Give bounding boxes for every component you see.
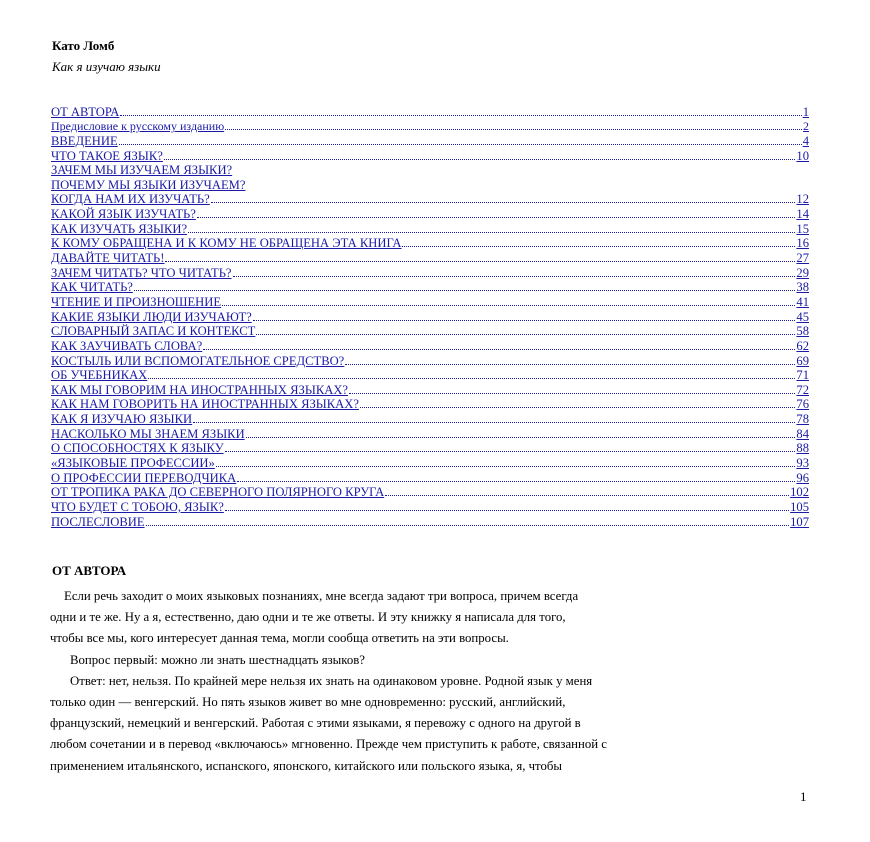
- section-body: [50, 586, 780, 777]
- toc-entry-page[interactable]: 76: [796, 397, 809, 412]
- toc-entry-page[interactable]: 93: [796, 456, 809, 471]
- toc-entry[interactable]: [51, 470, 809, 485]
- toc-entry[interactable]: [51, 250, 809, 265]
- toc-entry[interactable]: [51, 206, 809, 221]
- toc-entry[interactable]: [51, 177, 809, 192]
- toc-entry[interactable]: [51, 338, 809, 353]
- toc-dot-leader: [256, 334, 795, 335]
- toc-dot-leader: [188, 232, 795, 233]
- body-text-line: Вопрос первый: можно ли знать шестнадцать языков?: [70, 652, 365, 667]
- toc-dot-leader: [385, 495, 789, 496]
- toc-entry-title[interactable]: «ЯЗЫКОВЫЕ ПРОФЕССИИ»: [51, 456, 215, 471]
- toc-entry-title[interactable]: ВВЕДЕНИЕ: [51, 133, 118, 148]
- toc-entry-page[interactable]: 15: [796, 221, 809, 236]
- toc-entry[interactable]: [51, 397, 809, 412]
- toc-entry-title[interactable]: ПОСЛЕСЛОВИЕ: [51, 514, 145, 529]
- toc-dot-leader: [349, 393, 795, 394]
- toc-entry-title[interactable]: ОТ АВТОРА: [51, 104, 120, 119]
- toc-entry[interactable]: [51, 411, 809, 426]
- toc-entry-title[interactable]: КОСТЫЛЬ ИЛИ ВСПОМОГАТЕЛЬНОЕ СРЕДСТВО?: [51, 353, 345, 368]
- toc-entry-page[interactable]: 4: [802, 133, 809, 148]
- toc-entry-page[interactable]: 16: [796, 236, 809, 251]
- toc-entry[interactable]: [51, 280, 809, 295]
- toc-entry-page[interactable]: 72: [796, 382, 809, 397]
- toc-entry-title[interactable]: ОТ ТРОПИКА РАКА ДО СЕВЕРНОГО ПОЛЯРНОГО КРУГА: [51, 485, 385, 500]
- body-text-line: только один — венгерский. Но пять языков живет во мне одновременно: русский, английский,: [50, 695, 566, 710]
- toc-dot-leader: [120, 115, 801, 116]
- toc-entry[interactable]: [51, 499, 809, 514]
- toc-entry-title[interactable]: КАК НАМ ГОВОРИТЬ НА ИНОСТРАННЫХ ЯЗЫКАХ?: [51, 397, 359, 412]
- toc-dot-leader: [246, 437, 796, 438]
- toc-dot-leader: [216, 466, 796, 467]
- toc-entry-page[interactable]: 69: [796, 353, 809, 368]
- toc-dot-leader: [164, 159, 796, 160]
- toc-entry-title[interactable]: ЧТЕНИЕ И ПРОИЗНОШЕНИЕ: [51, 294, 222, 309]
- toc-entry-title[interactable]: ПОЧЕМУ МЫ ЯЗЫКИ ИЗУЧАЕМ?: [51, 177, 246, 192]
- toc-entry-page[interactable]: 71: [796, 368, 809, 383]
- toc-entry-page[interactable]: 2: [803, 119, 809, 134]
- toc-entry[interactable]: [51, 485, 809, 500]
- toc-entry-title[interactable]: КАКОЙ ЯЗЫК ИЗУЧАТЬ?: [51, 207, 196, 222]
- toc-entry-page[interactable]: 12: [796, 192, 809, 207]
- toc-dot-leader: [345, 364, 795, 365]
- toc-entry-page[interactable]: 58: [796, 324, 809, 339]
- toc-entry[interactable]: [51, 148, 809, 163]
- toc-entry-title[interactable]: КАКИЕ ЯЗЫКИ ЛЮДИ ИЗУЧАЮТ?: [51, 309, 252, 324]
- toc-entry[interactable]: [51, 294, 809, 309]
- toc-entry-title[interactable]: КАК ЧИТАТЬ?: [51, 280, 133, 295]
- toc-entry-page[interactable]: 41: [796, 294, 809, 309]
- toc-entry[interactable]: [51, 514, 809, 529]
- toc-entry[interactable]: [51, 309, 809, 324]
- toc-entry-page[interactable]: 105: [790, 499, 809, 514]
- toc-dot-leader: [233, 276, 796, 277]
- toc-entry[interactable]: [51, 119, 809, 134]
- table-of-contents: [51, 104, 809, 529]
- book-title: Как я изучаю языки: [52, 59, 161, 74]
- toc-entry-title[interactable]: НАСКОЛЬКО МЫ ЗНАЕМ ЯЗЫКИ: [51, 426, 245, 441]
- toc-entry-page[interactable]: 27: [796, 251, 809, 266]
- body-text-line: одни и те же. Ну а я, естественно, даю одни и те же ответы. И эту книжку я написала для того,: [50, 610, 566, 625]
- toc-entry-page[interactable]: 14: [796, 207, 809, 222]
- toc-entry-page[interactable]: 107: [790, 514, 809, 529]
- toc-entry-title[interactable]: ЧТО ТАКОЕ ЯЗЫК?: [51, 148, 163, 163]
- toc-entry-title[interactable]: Предисловие к русскому изданию: [51, 119, 225, 134]
- toc-dot-leader: [203, 349, 795, 350]
- toc-entry-page[interactable]: 1: [802, 104, 809, 119]
- toc-entry[interactable]: [51, 324, 809, 339]
- toc-entry-page[interactable]: 102: [790, 485, 809, 500]
- toc-entry-title[interactable]: ДАВАЙТЕ ЧИТАТЬ!: [51, 251, 165, 266]
- toc-dot-leader: [225, 129, 802, 130]
- toc-entry-title[interactable]: О СПОСОБНОСТЯХ К ЯЗЫКУ: [51, 441, 224, 456]
- toc-dot-leader: [146, 525, 790, 526]
- toc-entry[interactable]: [51, 368, 809, 383]
- toc-entry-title[interactable]: КАК ЗАУЧИВАТЬ СЛОВА?: [51, 338, 203, 353]
- toc-entry-title[interactable]: СЛОВАРНЫЙ ЗАПАС И КОНТЕКСТ: [51, 324, 256, 339]
- toc-entry-title[interactable]: О ПРОФЕССИИ ПЕРЕВОДЧИКА: [51, 470, 237, 485]
- toc-dot-leader: [225, 451, 796, 452]
- toc-dot-leader: [237, 481, 795, 482]
- toc-dot-leader: [148, 378, 795, 379]
- toc-entry-page[interactable]: 29: [796, 265, 809, 280]
- body-text-line: Ответ: нет, нельзя. По крайней мере нельзя их знать на одинаковом уровне. Родной язык у меня: [70, 673, 593, 688]
- toc-dot-leader: [402, 246, 795, 247]
- toc-entry[interactable]: [51, 455, 809, 470]
- toc-entry[interactable]: [51, 265, 809, 280]
- toc-dot-leader: [165, 261, 795, 262]
- toc-dot-leader: [222, 305, 795, 306]
- body-text-line: применением итальянского, испанского, японского, китайского или польского языка, я, чтобы: [50, 758, 562, 773]
- toc-dot-leader: [211, 202, 796, 203]
- toc-entry[interactable]: [51, 426, 809, 441]
- toc-entry[interactable]: [51, 236, 809, 251]
- toc-entry-page[interactable]: 38: [796, 280, 809, 295]
- toc-entry-page[interactable]: 96: [796, 470, 809, 485]
- body-text-line: Если речь заходит о моих языковых познаниях, мне всегда задают три вопроса, причем всегда: [64, 589, 579, 603]
- toc-dot-leader: [225, 510, 789, 511]
- toc-dot-leader: [134, 290, 796, 291]
- page-number: 1: [800, 789, 807, 804]
- toc-entry[interactable]: [51, 353, 809, 368]
- toc-entry-title[interactable]: КАК ИЗУЧАТЬ ЯЗЫКИ?: [51, 221, 188, 236]
- toc-dot-leader: [193, 422, 795, 423]
- toc-entry-title[interactable]: КАК МЫ ГОВОРИМ НА ИНОСТРАННЫХ ЯЗЫКАХ?: [51, 382, 349, 397]
- toc-dot-leader: [197, 217, 796, 218]
- toc-entry-page[interactable]: 88: [796, 441, 809, 456]
- toc-entry-page[interactable]: 45: [796, 309, 809, 324]
- toc-entry-title[interactable]: КАК Я ИЗУЧАЮ ЯЗЫКИ: [51, 412, 193, 427]
- toc-entry[interactable]: [51, 133, 809, 148]
- toc-entry-title[interactable]: ЗАЧЕМ МЫ ИЗУЧАЕМ ЯЗЫКИ?: [51, 163, 233, 178]
- toc-entry[interactable]: [51, 163, 809, 178]
- toc-entry-title[interactable]: ЗАЧЕМ ЧИТАТЬ? ЧТО ЧИТАТЬ?: [51, 265, 232, 280]
- toc-entry-page[interactable]: 84: [796, 426, 809, 441]
- section-heading: ОТ АВТОРА: [52, 563, 127, 578]
- body-text-line: чтобы все мы, кого интересует данная тема, могли сообща ответить на эти вопросы.: [50, 631, 509, 646]
- toc-dot-leader: [119, 144, 802, 145]
- toc-entry[interactable]: [51, 441, 809, 456]
- toc-entry-page[interactable]: 10: [796, 148, 809, 163]
- toc-dot-leader: [253, 320, 796, 321]
- toc-entry-title[interactable]: ОБ УЧЕБНИКАХ: [51, 368, 148, 383]
- toc-entry-page[interactable]: 62: [796, 338, 809, 353]
- toc-entry-title[interactable]: КОГДА НАМ ИХ ИЗУЧАТЬ?: [51, 192, 210, 207]
- toc-entry[interactable]: [51, 382, 809, 397]
- toc-entry-title[interactable]: ЧТО БУДЕТ С ТОБОЮ, ЯЗЫК?: [51, 499, 224, 514]
- toc-entry[interactable]: [51, 221, 809, 236]
- body-text-line: любом сочетании и в перевод «включаюсь» мгновенно. Прежде чем приступить к работе, связанной с: [50, 737, 607, 752]
- toc-entry[interactable]: [51, 104, 809, 119]
- toc-entry[interactable]: [51, 192, 809, 207]
- book-author: Като Ломб: [52, 38, 115, 53]
- toc-entry-page[interactable]: 78: [796, 412, 809, 427]
- toc-entry-title[interactable]: К КОМУ ОБРАЩЕНА И К КОМУ НЕ ОБРАЩЕНА ЭТА КНИГА: [51, 236, 402, 251]
- body-text-line: французский, немецкий и венгерский. Работая с этими языками, я перевожу с одного на другой в: [50, 716, 581, 731]
- toc-dot-leader: [360, 407, 795, 408]
